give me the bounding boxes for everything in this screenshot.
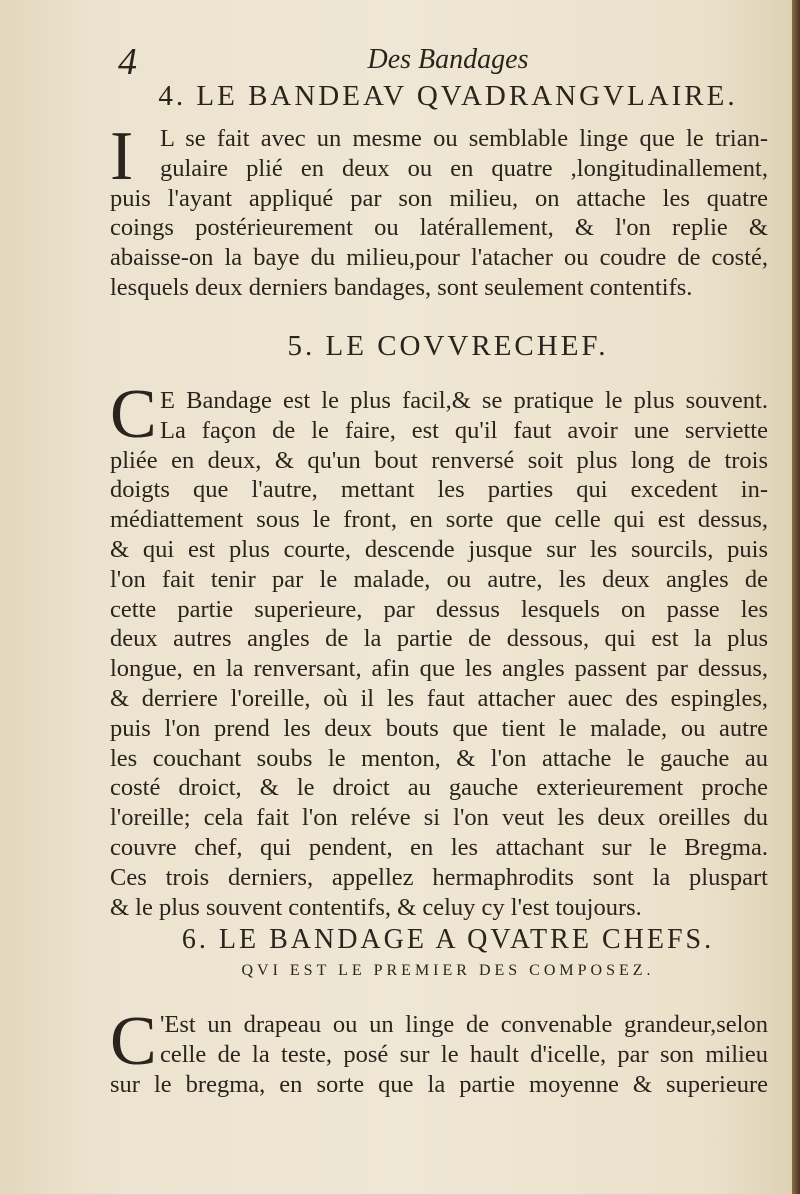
drop-cap: C — [110, 1003, 157, 1080]
text-line: l'on fait tenir par le malade, ou autre, les deux angles de — [110, 565, 768, 593]
text-line: sur le bregma, en sorte que la partie moyenne & superieure — [110, 1070, 768, 1098]
section-heading-4: 4. LE BANDEAV QVADRANGVLAIRE. — [158, 80, 738, 112]
text-line: lesquels deux derniers bandages, sont seulement contentifs. — [110, 273, 693, 301]
text-line: pliée en deux, & qu'un bout renversé soit plus long de trois — [110, 446, 768, 474]
paragraph-4 — [110, 118, 768, 303]
text-line: & le plus souvent contentifs, & celuy cy l'est toujours. — [110, 893, 642, 921]
text-line: Ces trois derniers, appellez hermaphrodits sont la pluspart — [110, 863, 768, 891]
text-line: celle de la teste, posé sur le hault d'icelle, par son milieu — [160, 1040, 768, 1068]
text-line: 'Est un drapeau ou un linge de convenable grandeur,selon — [160, 1011, 768, 1038]
page-edge — [792, 0, 800, 1194]
section-heading-6: 6. LE BANDAGE A QVATRE CHEFS. — [181, 924, 715, 955]
running-head: Des Bandages — [367, 44, 529, 75]
text-line: les couchant soubs le menton, & l'on attache le gauche au — [110, 744, 768, 772]
drop-cap: C — [110, 376, 157, 453]
text-line: couvre chef, qui pendent, en les attachant sur le Bregma. — [110, 833, 768, 861]
drop-cap: I — [110, 118, 134, 195]
text-line: & derriere l'oreille, où il les faut attacher auec des espingles, — [110, 684, 768, 712]
page-number: 4 — [118, 41, 137, 83]
text-line: coings postérieurement ou latérallement, & l'on replie & — [110, 214, 768, 242]
text-line: deux autres angles de la partie de dessous, qui est la plus — [110, 625, 768, 653]
text-line: puis l'on prend les deux bouts que tient le malade, ou autre — [110, 714, 768, 742]
text-line: costé droict, & le droict au gauche exterieurement proche — [110, 774, 768, 802]
text-line: gulaire plié en deux ou en quatre ,longitudinallement, — [160, 154, 768, 182]
text-line: La façon de le faire, est qu'il faut avoir une serviette — [160, 416, 768, 444]
paragraph-6 — [110, 1003, 768, 1099]
section-heading-5: 5. LE COVVRECHEF. — [287, 330, 609, 362]
paragraph-5 — [110, 376, 768, 922]
page-header — [118, 40, 778, 83]
text-line: puis l'ayant appliqué par son milieu, on attache les quatre — [110, 184, 768, 212]
text-line: abaisse-on la baye du milieu,pour l'atacher ou coudre de costé, — [110, 244, 768, 272]
text-line: L se fait avec un mesme ou semblable linge que le trian- — [160, 125, 768, 152]
text-line: doigts que l'autre, mettant les parties qui excedent in- — [110, 476, 768, 504]
text-line: médiattement sous le front, en sorte que celle qui est dessus, — [110, 506, 768, 534]
text-line: cette partie superieure, par dessus lesquels on passe les — [110, 595, 768, 623]
text-line: E Bandage est le plus facil,& se pratique le plus souvent. — [160, 387, 768, 414]
text-line: l'oreille; cela fait l'on reléve si l'on veut les deux oreilles du — [110, 804, 768, 832]
text-line: longue, en la renversant, afin que les angles passent par dessus, — [110, 655, 768, 683]
text-line: & qui est plus courte, descende jusque sur les sourcils, puis — [110, 535, 768, 563]
section-subheading-6: QVI EST LE PREMIER DES COMPOSEZ. — [241, 962, 655, 979]
